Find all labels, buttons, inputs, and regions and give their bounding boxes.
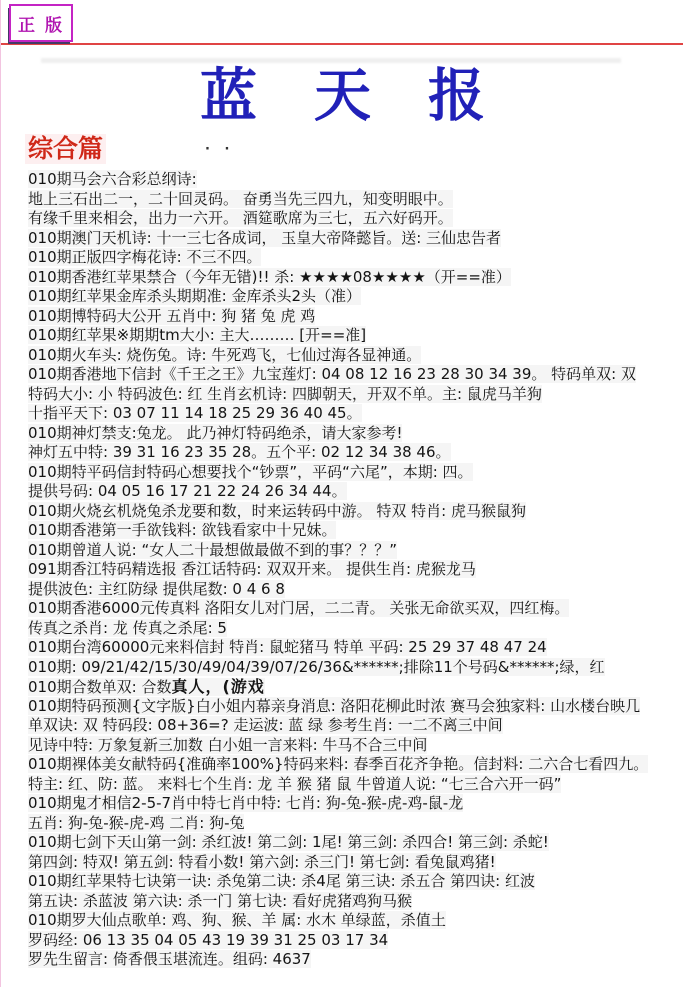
text-line-content: 010期澳门天机诗: 十一三七各成词， 玉皇大帝降懿旨。送: 三仙忠告者 [28, 228, 502, 247]
text-line-content: 见诗中特: 万象复新三加数 白小姐一言来料: 牛马不合三中间 [28, 735, 428, 754]
text-line [28, 287, 678, 307]
text-line [28, 482, 678, 502]
text-line [28, 814, 678, 834]
text-line [28, 911, 678, 931]
text-line-content: 010期火烧玄机烧兔杀龙要和数，时来运转码中游。 特双 特肖: 虎马猴鼠狗 [28, 501, 526, 520]
text-line [28, 892, 678, 912]
text-line [28, 346, 678, 366]
text-line [28, 950, 678, 970]
text-line-content: 特码大小: 小 特码波色: 红 生肖玄机诗: 四脚朝天，开双不单。主: 鼠虎马羊狗 [28, 384, 542, 403]
text-line-content: 010期: 09/21/42/15/30/49/04/39/07/26/36&******;排除11个号码&******;绿，红 [28, 657, 605, 676]
text-line-content: 010期火车头: 烧伤兔。诗: 牛死鸡飞，七仙过海各显神通。 [28, 345, 422, 364]
text-line [28, 755, 678, 775]
text-line-content: 010期博特码大公开 五肖中: 狗 猪 兔 虎 鸡 [28, 306, 316, 325]
text-line-prefix: 010期合数单双: 合数 [28, 678, 172, 696]
heading-dots: · · [205, 142, 235, 157]
text-line [28, 619, 678, 639]
text-line-content: 第四剑: 特双! 第五剑: 特看小数! 第六剑: 杀三门! 第七剑: 看兔鼠鸡猪! [28, 852, 496, 871]
text-line-content: 010期特码预测{文字版}白小姐内幕亲身消息: 洛阳花柳此时浓 赛马会独家料: 山水楼台映几 [28, 696, 641, 715]
text-line-content: 010期七剑下天山第一剑: 杀红波! 第二剑: 1尾! 第三剑: 杀四合! 第三剑: 杀蛇! [28, 833, 549, 851]
stamp-label: 正 版 [18, 15, 64, 36]
text-line-content: 010期裸体美女献特码{准确率100%}特码来料: 春季百花齐争艳。信封料: 二六合七看四九。 [28, 755, 649, 773]
text-line [28, 697, 678, 717]
body-text [28, 170, 678, 970]
text-line-content: 十指平天下: 03 07 11 14 18 25 29 36 40 45。 [28, 404, 362, 422]
text-line [28, 794, 678, 814]
authenticity-stamp [9, 4, 73, 42]
text-line-content: 010期香港6000元传真料 洛阳女儿对门居，二二青。 关张无命欲买双，四红梅。 [28, 599, 570, 617]
text-line-content: 010期红苹果金库杀头期期准: 金库杀头2头（准） [28, 287, 361, 305]
text-line-content: 010期曾道人说: “女人二十最想做最做不到的事？？？” [28, 540, 397, 559]
text-line [28, 599, 678, 619]
text-line-content: 提供波色: 主红防绿 提供尾数: 0 4 6 8 [28, 579, 285, 598]
text-line [28, 365, 678, 385]
text-line [28, 560, 678, 580]
text-line-content: 010期马会六合彩总纲诗: [28, 170, 197, 188]
text-line [28, 541, 678, 561]
text-line-content: 单双诀: 双 特码段: 08+36=? 走运波: 蓝 绿 参考生肖: 一二不离三中间 [28, 716, 503, 734]
text-line [28, 229, 678, 249]
text-line-content: 提供号码: 04 05 16 17 21 22 24 26 34 44。 [28, 482, 347, 500]
text-line-content [28, 678, 265, 696]
text-line-content: 010期红苹果特七诀第一诀: 杀兔第二诀: 杀4尾 第三诀: 杀五合 第四诀: 红波 [28, 872, 536, 890]
text-line-content: 010期鬼才相信2-5-7肖中特七肖中特: 七肖: 狗-兔-猴-虎-鸡-鼠-龙 [28, 794, 464, 812]
text-line [28, 307, 678, 327]
text-line-content: 特主: 红、防: 蓝。 来料七个生肖: 龙 羊 猴 猪 鼠 牛曾道人说: “七三合六开一码” [28, 774, 562, 793]
text-line [28, 580, 678, 600]
text-line-content: 有缘千里来相会，出力一六开。 酒筵歌席为三七，五六好码开。 [28, 209, 453, 227]
text-line [28, 872, 678, 892]
text-line-content: 010期罗大仙点歌单: 鸡、狗、猴、羊 属: 水木 单绿蓝，杀值土 [28, 911, 446, 929]
text-line [28, 931, 678, 951]
text-line-content: 010期香港地下信封《千王之王》九宝莲灯: 04 08 12 16 23 28 30 34 39。 特码单双: 双 [28, 365, 636, 383]
text-line [28, 190, 678, 210]
text-line [28, 521, 678, 541]
text-line-content: 010期台湾60000元来料信封 特肖: 鼠蛇猪马 特单 平码: 25 29 37 48 47 24 [28, 638, 547, 656]
text-line [28, 170, 678, 190]
text-line-content: 010期香港红苹果禁合（今年无错)!! 杀: ★★★★08★★★★（开==准） [28, 267, 511, 286]
text-line [28, 209, 678, 229]
newspaper-title: 蓝 天 报 [200, 62, 485, 129]
text-line-content: 传真之杀肖: 龙 传真之杀尾: 5 [28, 618, 227, 637]
text-line [28, 677, 678, 697]
text-line-content: 神灯五中特: 39 31 16 23 35 28。五个平: 02 12 34 38 46。 [28, 443, 451, 461]
text-line-content: 010期香港第一手欲钱料: 欲钱看家中十兄妹。 [28, 521, 337, 539]
text-line [28, 385, 678, 405]
text-line-content: 五肖: 狗-兔-猴-虎-鸡 二肖: 狗-兔 [28, 813, 245, 832]
text-line [28, 443, 678, 463]
text-line [28, 658, 678, 678]
text-line-content: 010期特平码信封特码心想要找个“钞票”，平码“六尾”，本期: 四。 [28, 462, 473, 481]
section-heading: 综合篇 [25, 134, 106, 164]
text-line [28, 638, 678, 658]
text-line-content: 地上三石出二一，二十回灵码。 奋勇当先三四九，知变明眼中。 [28, 189, 453, 208]
text-line-content: 010期神灯禁支:兔龙。 此乃神灯特码绝杀，请大家参考! [28, 423, 403, 442]
text-line-content: 罗码经: 06 13 35 04 05 43 19 39 31 25 03 17 34 [28, 930, 389, 949]
text-line-content: 罗先生留言: 倚香偎玉堪流连。组码: 4637 [28, 950, 311, 968]
text-line [28, 775, 678, 795]
text-line-content: 010期正版四字梅花诗: 不三不四。 [28, 248, 262, 266]
text-line [28, 736, 678, 756]
overlaid-ad-text: 真人，(游戏 [171, 677, 265, 696]
text-line [28, 463, 678, 483]
text-line [28, 404, 678, 424]
text-line [28, 502, 678, 522]
header-divider-line [1, 43, 683, 45]
text-line-content: 091期香江特码精选报 香江话特码: 双双开来。 提供生肖: 虎猴龙马 [28, 560, 476, 578]
text-line-content: 010期红苹果※期期tm大小: 主大……… [开==准] [28, 326, 367, 344]
text-line [28, 853, 678, 873]
text-line [28, 716, 678, 736]
text-line [28, 424, 678, 444]
text-line-content: 第五诀: 杀蓝波 第六诀: 杀一门 第七诀: 看好虎猪鸡狗马猴 [28, 891, 413, 910]
text-line [28, 248, 678, 268]
text-line [28, 833, 678, 853]
text-line [28, 268, 678, 288]
text-line [28, 326, 678, 346]
